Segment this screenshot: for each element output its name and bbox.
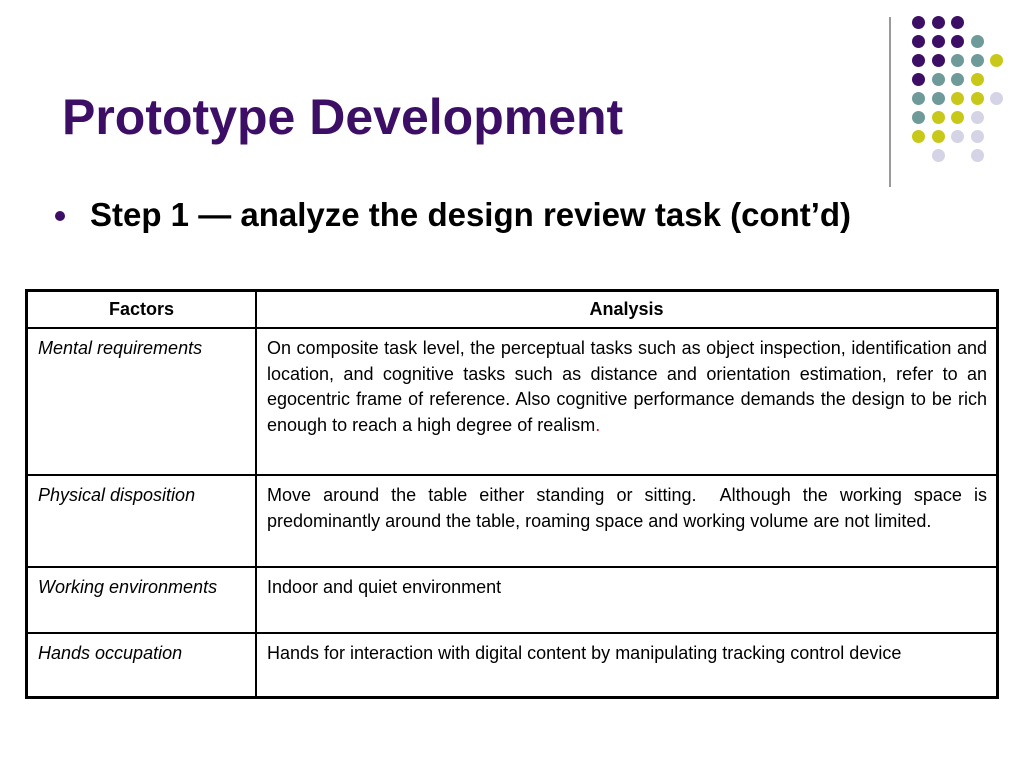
decorative-dot-icon: [912, 35, 925, 48]
decorative-dot-icon: [971, 111, 984, 124]
table-header-row: [27, 291, 998, 329]
factor-cell: Working environments: [27, 567, 257, 633]
header-analysis: Analysis: [256, 291, 998, 329]
decorative-dot-icon: [932, 149, 945, 162]
decorative-dot-icon: [951, 73, 964, 86]
decorative-dot-icon: [971, 92, 984, 105]
table-row: [27, 328, 998, 475]
decorative-dot-icon: [971, 73, 984, 86]
decorative-dot-icon: [951, 16, 964, 29]
analysis-cell: Hands for interaction with digital content by manipulating tracking control device: [256, 633, 998, 697]
slide-title: Prototype Development: [62, 89, 624, 145]
decorative-dot-icon: [951, 35, 964, 48]
decorative-dot-icon: [932, 35, 945, 48]
decorative-dot-icon: [912, 16, 925, 29]
decorative-dot-icon: [932, 16, 945, 29]
table-row: [27, 567, 998, 633]
analysis-cell: Move around the table either standing or sitting. Although the working space is predominantly around the table, roaming space and working volume are not limited.: [256, 475, 998, 567]
decorative-dot-icon: [951, 54, 964, 67]
decorative-dot-icon: [990, 54, 1003, 67]
analysis-cell: Indoor and quiet environment: [256, 567, 998, 633]
bullet-dot-icon: [55, 211, 65, 221]
decorative-dot-icon: [932, 54, 945, 67]
decorative-dot-icon: [932, 111, 945, 124]
decorative-dot-icon: [912, 92, 925, 105]
decorative-dot-icon: [932, 130, 945, 143]
decorative-dot-icon: [912, 54, 925, 67]
analysis-text: On composite task level, the perceptual tasks such as object inspection, identification and location, and cognitive tasks such as distance and orientation estimation, refer to an egocentric frame of reference. Also cognitive performance demands the design to be rich enough to reach a high degree of realism: [267, 338, 987, 435]
decorative-dot-icon: [932, 92, 945, 105]
decorative-dot-icon: [951, 92, 964, 105]
decorative-dot-icon: [971, 130, 984, 143]
decorative-dot-icon: [912, 73, 925, 86]
analysis-suffix: .: [595, 414, 601, 435]
table-row: [27, 475, 998, 567]
analysis-cell: [256, 328, 998, 475]
decorative-dot-icon: [971, 54, 984, 67]
factor-cell: Mental requirements: [27, 328, 257, 475]
vertical-divider: [889, 17, 891, 187]
factor-cell: Hands occupation: [27, 633, 257, 697]
decorative-dot-icon: [971, 149, 984, 162]
decorative-dot-icon: [951, 130, 964, 143]
decorative-dot-icon: [990, 92, 1003, 105]
analysis-table: [25, 289, 999, 699]
decorative-dot-icon: [932, 73, 945, 86]
table-row: [27, 633, 998, 697]
header-factors: Factors: [27, 291, 257, 329]
decorative-dot-icon: [912, 130, 925, 143]
decorative-dot-icon: [912, 111, 925, 124]
factor-cell: Physical disposition: [27, 475, 257, 567]
bullet-text: Step 1 — analyze the design review task (cont’d): [90, 196, 852, 233]
bullet-item: [55, 196, 851, 234]
decorative-dot-icon: [971, 35, 984, 48]
decorative-dot-icon: [951, 111, 964, 124]
